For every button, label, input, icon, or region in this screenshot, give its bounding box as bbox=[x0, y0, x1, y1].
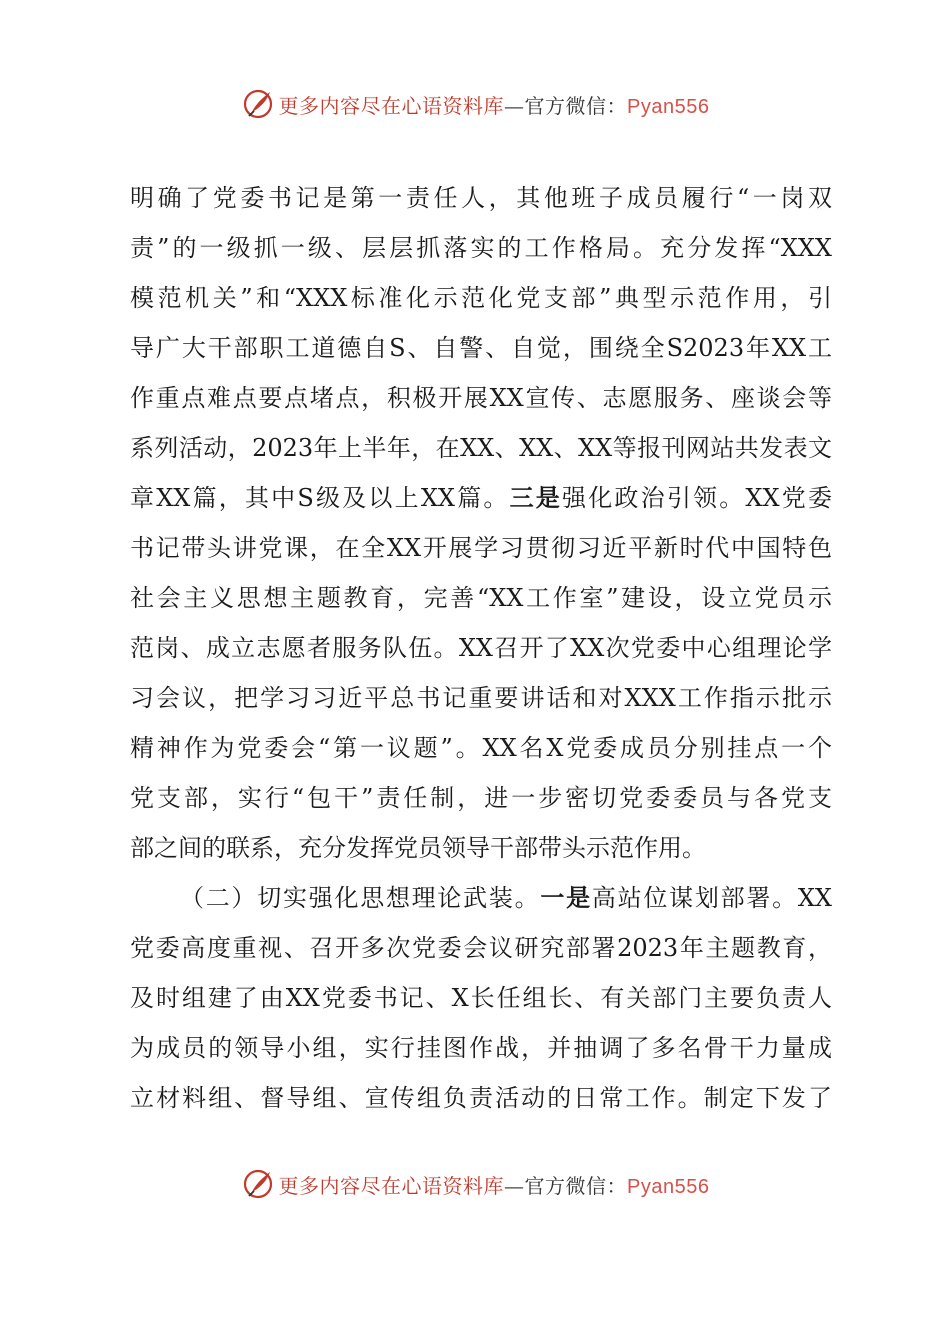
text-line bbox=[130, 328, 832, 378]
watermark-banner-top bbox=[0, 84, 950, 124]
text-run: 责”的一级抓一级、层层抓落实的工作格局。充分发挥“XXX bbox=[130, 234, 832, 262]
text-run: 模范机关”和“XXX标准化示范化党支部”典型示范作用，引 bbox=[130, 284, 832, 312]
text-line bbox=[130, 528, 832, 578]
text-run: （二）切实强化思想理论武装。 bbox=[180, 884, 541, 912]
text-line bbox=[130, 178, 832, 228]
text-line bbox=[130, 628, 832, 678]
watermark-main: 更多内容尽在心语资料库 bbox=[278, 1173, 505, 1198]
text-run: 社会主义思想主题教育，完善“XX工作室”建设，设立党员示 bbox=[130, 584, 832, 612]
watermark-wechat-label: 官方微信： bbox=[524, 93, 628, 118]
watermark-dash: — bbox=[504, 93, 525, 118]
text-run: 导广大干部职工道德自S、自警、自觉，围绕全S2023年XX工 bbox=[130, 334, 832, 362]
text-run: 章XX篇，其中S级及以上XX篇。 bbox=[130, 484, 510, 512]
text-line bbox=[130, 228, 832, 278]
quill-logo-icon bbox=[241, 1167, 275, 1201]
text-line bbox=[130, 478, 832, 528]
text-line bbox=[130, 1028, 832, 1078]
watermark-wechat-label: 官方微信： bbox=[524, 1173, 628, 1198]
text-line bbox=[130, 928, 832, 978]
text-run: 及时组建了由XX党委书记、X长任组长、有关部门主要负责人 bbox=[130, 984, 832, 1012]
watermark-wechat-id: Pyan556 bbox=[627, 1175, 710, 1198]
text-run: 立材料组、督导组、宣传组负责活动的日常工作。制定下发了 bbox=[130, 1084, 832, 1112]
text-line bbox=[130, 828, 832, 878]
text-run: 明确了党委书记是第一责任人，其他班子成员履行“一岗双 bbox=[130, 184, 832, 212]
text-run: 为成员的领导小组，实行挂图作战，并抽调了多名骨干力量成 bbox=[130, 1034, 832, 1062]
text-line bbox=[130, 978, 832, 1028]
text-run: 精神作为党委会“第一议题”。XX名X党委成员分别挂点一个 bbox=[130, 734, 832, 762]
watermark-text bbox=[279, 90, 710, 119]
text-run: 书记带头讲党课，在全XX开展学习贯彻习近平新时代中国特色 bbox=[130, 534, 832, 562]
watermark-wechat-id: Pyan556 bbox=[627, 95, 710, 118]
watermark-main: 更多内容尽在心语资料库 bbox=[278, 93, 505, 118]
text-line bbox=[130, 428, 832, 478]
text-line bbox=[130, 578, 832, 628]
text-line bbox=[130, 1078, 832, 1128]
document-body bbox=[130, 178, 832, 1128]
text-line bbox=[130, 728, 832, 778]
text-run: 强化政治引领。XX党委 bbox=[562, 484, 832, 512]
text-run: 党支部，实行“包干”责任制，进一步密切党委委员与各党支 bbox=[130, 784, 832, 812]
text-run: 习会议，把学习习近平总书记重要讲话和对XXX工作指示批示 bbox=[130, 684, 832, 712]
watermark-banner-bottom bbox=[0, 1164, 950, 1204]
text-line bbox=[130, 678, 832, 728]
text-line bbox=[130, 878, 832, 928]
text-line bbox=[130, 378, 832, 428]
text-line bbox=[130, 778, 832, 828]
bold-run: 一是 bbox=[540, 883, 592, 912]
text-run: 系列活动，2023年上半年，在XX、XX、XX等报刊网站共发表文 bbox=[130, 434, 832, 462]
text-run: 部之间的联系，充分发挥党员领导干部带头示范作用。 bbox=[130, 834, 706, 862]
text-line bbox=[130, 278, 832, 328]
text-run: 高站位谋划部署。XX bbox=[591, 884, 833, 912]
watermark-text bbox=[279, 1170, 710, 1199]
quill-logo-icon bbox=[241, 87, 275, 121]
text-run: 党委高度重视、召开多次党委会议研究部署2023年主题教育， bbox=[130, 934, 832, 962]
text-run: 作重点难点要点堵点，积极开展XX宣传、志愿服务、座谈会等 bbox=[130, 384, 832, 412]
text-run: 范岗、成立志愿者服务队伍。XX召开了XX次党委中心组理论学 bbox=[130, 634, 832, 662]
watermark-dash: — bbox=[504, 1173, 525, 1198]
bold-run: 三是 bbox=[509, 483, 563, 512]
